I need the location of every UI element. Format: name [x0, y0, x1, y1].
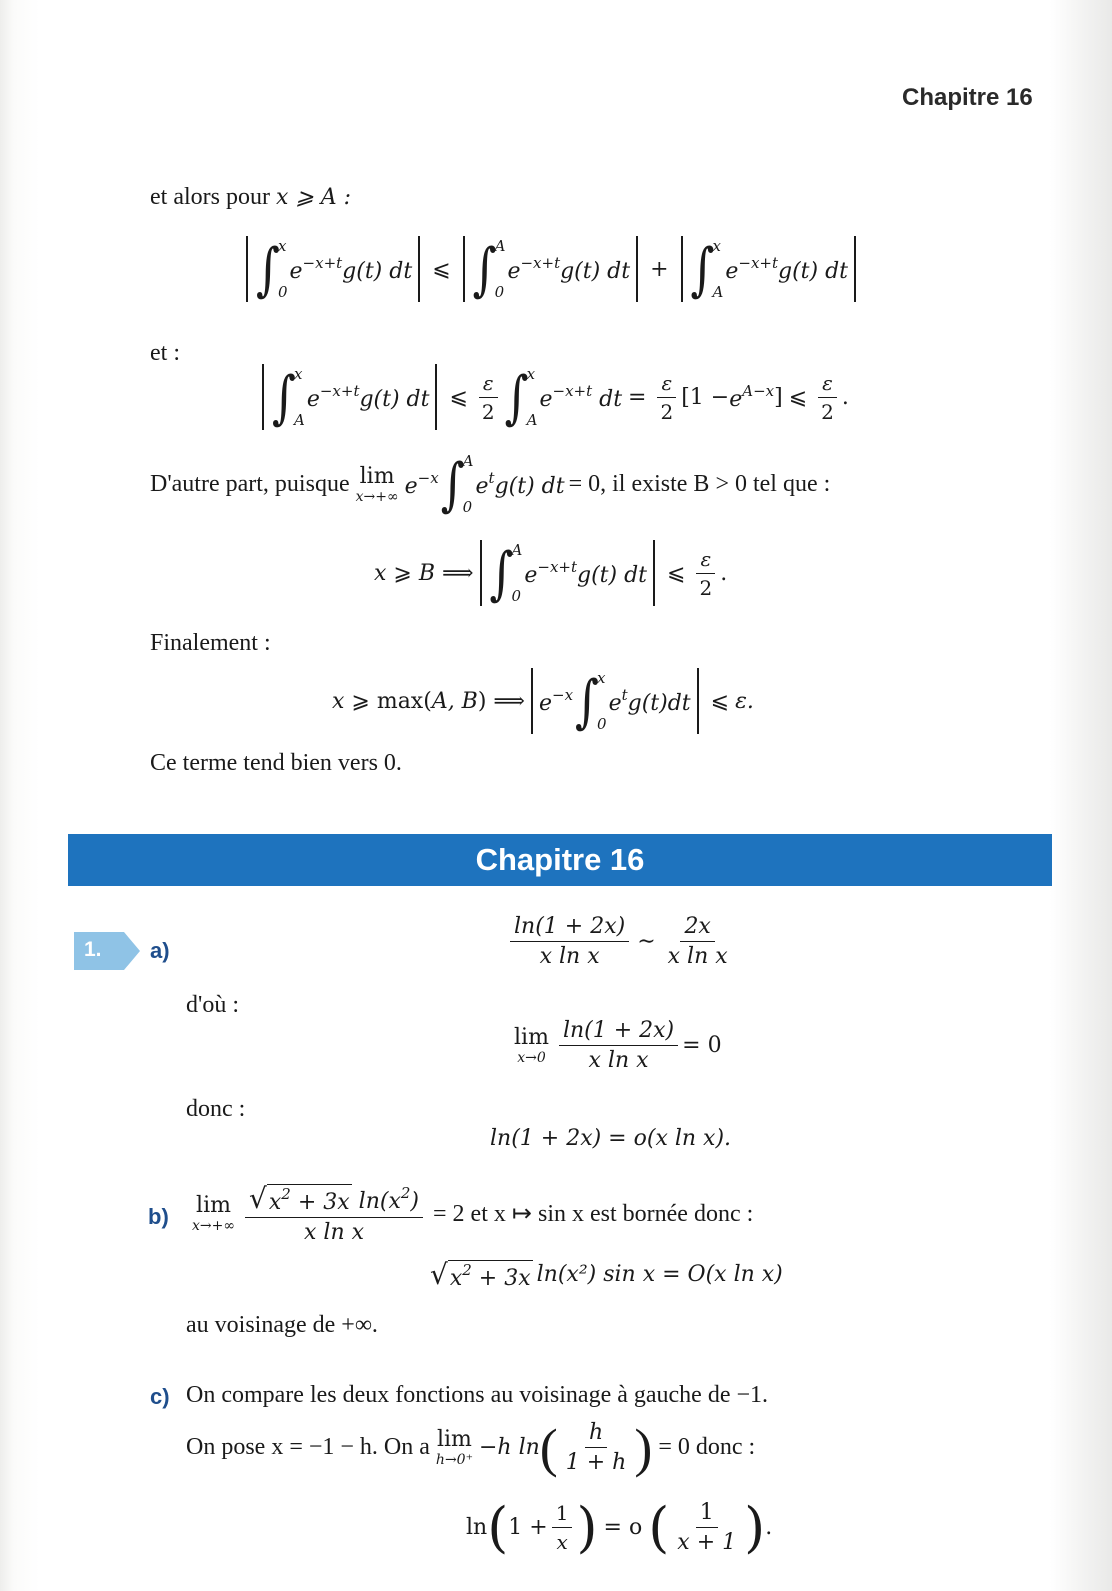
dou-label: d'où : [186, 992, 239, 1018]
exercise-number: 1. [84, 938, 102, 961]
equivalence-a: $\frac{\ln(1 + 2x)}{\text{x ln x}}$ ∼ $\frac{2x}{\text{x ln x}}$ [506, 914, 736, 969]
part-a-label: a) [150, 938, 170, 963]
part-c-line2: On pose x = −1 − h. On a lim h→0⁺ −h ln ( $\frac{h}{1 + h}$ ) = 0 donc : [186, 1417, 756, 1478]
chapter-banner [68, 834, 1052, 886]
part-c-label: c) [150, 1384, 170, 1409]
autre-part-text: D'autre part, puisque [150, 470, 350, 497]
finalement-label: Finalement : [150, 630, 271, 656]
intro-condition: x ⩾ A : [275, 185, 352, 210]
donc-label: donc : [186, 1096, 246, 1122]
inequality-triangle: ∫ x 0 $e^{-x+t}g(t)$ dt ⩽ ∫ A 0 $e^{-x+t}g(t)$ dt + ∫ x A $e^{-x+t}g(t)$ dt [240, 236, 862, 302]
part-b-label: b) [148, 1204, 169, 1229]
intro-line [150, 184, 351, 211]
autre-part-line: D'autre part, puisque lim x→+∞ $e^{-x}$ ∫ A 0 $e^tg(t)$ dt = 0, il existe B > 0 tel que : [150, 450, 831, 518]
limit-a: lim x→0 $\frac{\ln(1 + 2x)}{\text{x ln x}}$ = 0 [514, 1018, 722, 1073]
result-c: ln ( 1 + $\frac{1}{x}$ ) = o ( $\frac{1}{x + 1}$ ) . [466, 1495, 773, 1559]
part-c-pose: On pose x = −1 − h. On a [186, 1434, 430, 1460]
et-label: et : [150, 340, 180, 366]
intro-text: et alors pour [150, 184, 270, 210]
autre-part-tail: = 0, il existe B > 0 tel que : [568, 470, 831, 497]
inequality-epsilon: ∫ x A $e^{-x+t}g(t)$ dt ⩽ $\frac{\varepsilon}{2}$ ∫ x A $e^{-x+t}$ dt = $\frac{\varepsilon}{2}$ [1 − $e^{A-x}$ ] ⩽ $\frac{\varepsilon}{2}$ . [256, 364, 849, 430]
chapter-header: Chapitre 16 [902, 84, 1033, 111]
exercise-number-badge [74, 932, 142, 970]
result-a: ln(1 + 2x) = o(x ln x). [490, 1126, 732, 1151]
result-b: √ $x^2 + 3x$ ln(x²) sin x = O(x ln x) [430, 1258, 783, 1291]
banner-title: Chapitre 16 [475, 842, 645, 877]
part-c-line1: On compare les deux fonctions au voisinage à gauche de −1. [186, 1382, 769, 1408]
part-c-donc: = 0 donc : [658, 1434, 756, 1460]
final-implication: x ⩾ max(A, B) ⟹ $e^{-x}$ ∫ x 0 $e^tg(t)dt$ ⩽ ε. [332, 667, 754, 735]
limit-b: lim x→+∞ √ $x^2 + 3x$ $\ln(x^2)$ x ln x = 2 et x ↦ sin x est bornée donc : [192, 1182, 754, 1245]
conclusion-text: Ce terme tend bien vers 0. [150, 750, 402, 776]
voisinage-text: au voisinage de +∞. [186, 1312, 378, 1338]
implication-b: x ⩾ B ⟹ ∫ A 0 $e^{-x+t}g(t)$ dt ⩽ $\frac{\varepsilon}{2}$ . [374, 539, 728, 607]
